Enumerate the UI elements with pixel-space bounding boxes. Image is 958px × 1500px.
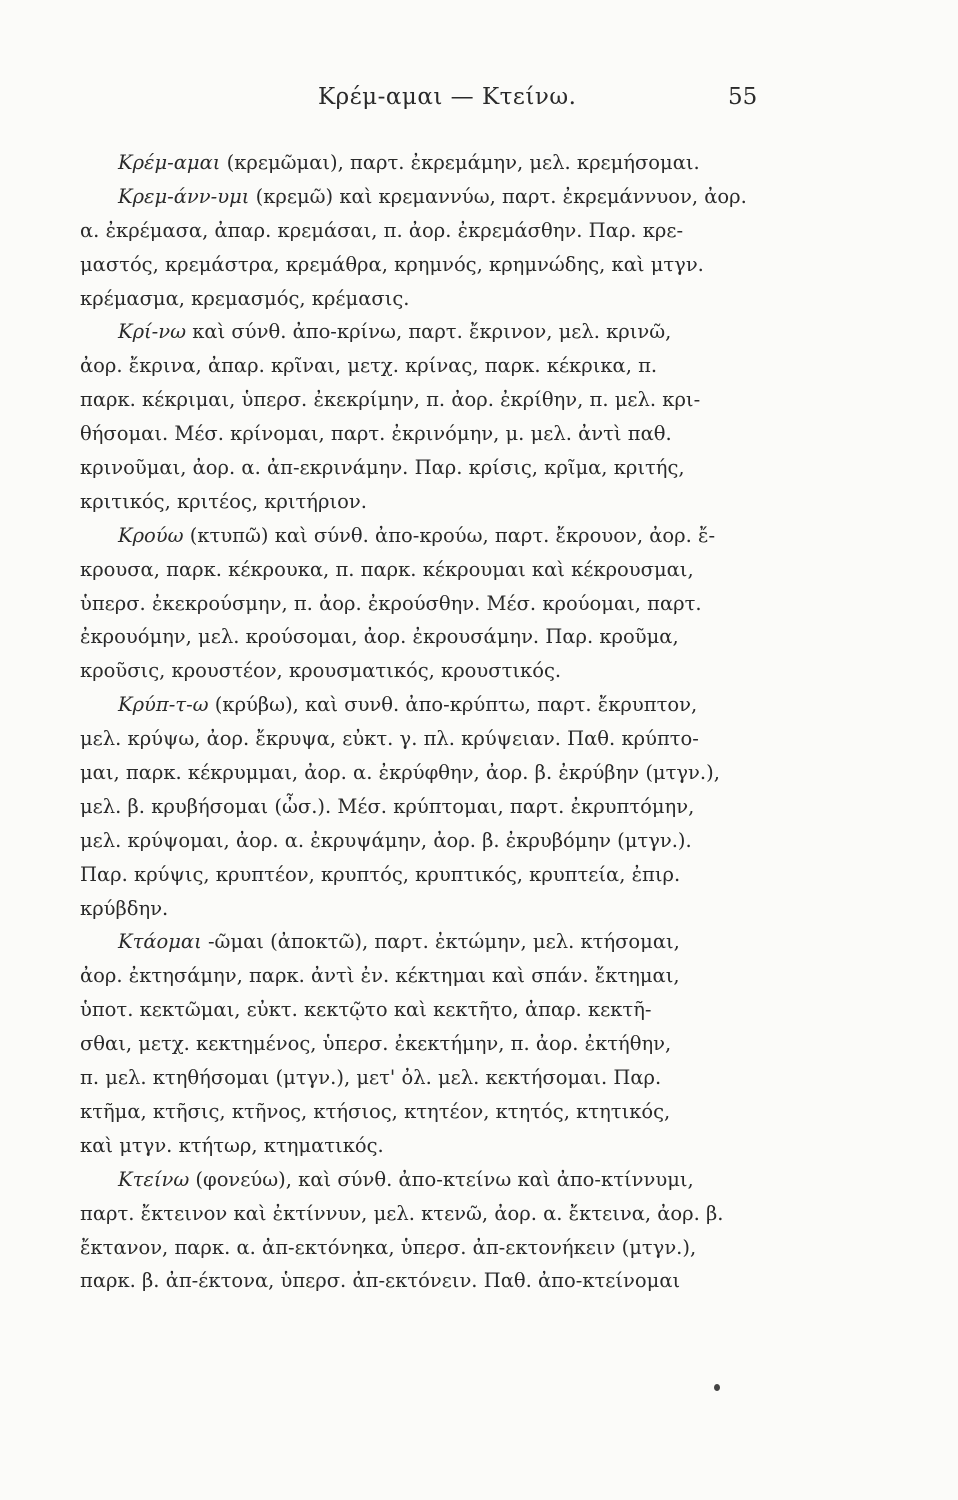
entry-headword: Κρέμ-αμαι [118, 151, 221, 174]
line-text: ὑπερσ. ἐκεκρούσμην, π. ἀορ. ἐκρούσθην. Μέσ. κρούομαι, παρτ. [80, 591, 702, 615]
text-line [80, 146, 765, 180]
line-text: παρκ. β. ἀπ-έκτονα, ὑπερσ. ἀπ-εκτόνειν. Παθ. ἀπο-κτείνομαι [80, 1269, 681, 1293]
text-line [80, 620, 765, 654]
text-line [80, 824, 765, 858]
text-line [80, 1163, 765, 1197]
line-text: κρινοῦμαι, ἀορ. α. ἀπ-εκρινάμην. Παρ. κρίσις, κρῖμα, κριτής, [80, 456, 685, 480]
text-line [80, 417, 765, 451]
page-header [0, 84, 958, 124]
line-text: ἐκρουόμην, μελ. κρούσομαι, ἀορ. ἐκρουσάμην. Παρ. κροῦμα, [80, 625, 679, 649]
line-text: ὑποτ. κεκτῶμαι, εὐκτ. κεκτῷτο καὶ κεκτῆτο, ἀπαρ. κεκτῆ- [80, 998, 652, 1022]
line-text: κρύβδην. [80, 896, 169, 920]
line-text: παρκ. κέκριμαι, ὑπερσ. ἐκεκρίμην, π. ἀορ. ἐκρίθην, π. μελ. κρι- [80, 388, 701, 412]
entry-headword: Κτάομαι [118, 930, 202, 954]
text-line [80, 248, 765, 282]
text-line [80, 756, 765, 790]
line-text: μελ. β. κρυβήσομαι (ὦσ.). Μέσ. κρύπτομαι, παρτ. ἐκρυπτόμην, [80, 794, 695, 818]
text-line [80, 959, 765, 993]
line-text: Παρ. κρύψις, κρυπτέον, κρυπτός, κρυπτικός, κρυπτεία, ἐπιρ. [80, 862, 681, 886]
text-line [80, 1061, 765, 1095]
text-line [80, 858, 765, 892]
text-line [80, 553, 765, 587]
line-text: μελ. κρύψω, ἀορ. ἔκρυψα, εὐκτ. γ. πλ. κρύψειαν. Παθ. κρύπτο- [80, 727, 699, 751]
line-text: μαι, παρκ. κέκρυμμαι, ἀορ. α. ἐκρύφθην, ἀορ. β. ἐκρύβην (μτγν.), [80, 761, 720, 785]
text-line [80, 383, 765, 417]
page-number: 55 [728, 84, 758, 110]
ink-mark [714, 1384, 720, 1391]
line-text: (κρεμῶμαι), παρτ. ἐκρεμάμην, μελ. κρεμήσομαι. [220, 151, 700, 174]
line-text: μελ. κρύψομαι, ἀορ. α. ἐκρυψάμην, ἀορ. β. ἐκρυβόμην (μτγν.). [80, 828, 692, 852]
text-line [80, 587, 765, 621]
line-text: (φονεύω), καὶ σύνθ. ἀπο-κτείνω καὶ ἀπο-κτίννυμι, [189, 1167, 694, 1191]
text-line [80, 214, 765, 248]
line-text: α. ἐκρέμασα, ἀπαρ. κρεμάσαι, π. ἀορ. ἐκρεμάσθην. Παρ. κρε- [80, 218, 684, 242]
line-text: κρουσα, παρκ. κέκρουκα, π. παρκ. κέκρουμαι καὶ κέκρουσμαι, [80, 557, 694, 581]
text-line [80, 892, 765, 926]
line-text: (κρύβω), καὶ συνθ. ἀπο-κρύπτω, παρτ. ἔκρυπτον, [208, 693, 698, 717]
text-line [80, 1264, 765, 1298]
running-title: Κρέμ-αμαι — Κτείνω. [318, 84, 577, 110]
text-line [80, 925, 765, 959]
line-text: κρέμασμα, κρεμασμός, κρέμασις. [80, 286, 410, 310]
line-text: κτῆμα, κτῆσις, κτῆνος, κτήσιος, κτητέον, κτητός, κτητικός, [80, 1099, 671, 1123]
line-text: μαστός, κρεμάστρα, κρεμάθρα, κρημνός, κρημνώδης, καὶ μτγν. [80, 252, 704, 276]
entry-headword: Κρεμ-άνν-υμι [118, 184, 250, 208]
line-text: θήσομαι. Μέσ. κρίνομαι, παρτ. ἐκρινόμην, μ. μελ. ἀντὶ παθ. [80, 422, 672, 446]
line-text: κροῦσις, κρουστέον, κρουσματικός, κρουστικός. [80, 659, 562, 683]
line-text: καὶ μτγν. κτήτωρ, κτηματικός. [80, 1133, 384, 1157]
line-text: παρτ. ἔκτεινον καὶ ἐκτίννυν, μελ. κτενῶ, ἀορ. α. ἔκτεινα, ἀορ. β. [80, 1201, 724, 1225]
line-text: ἀορ. ἔκρινα, ἀπαρ. κρῖναι, μετχ. κρίνας, παρκ. κέκρικα, π. [80, 354, 658, 378]
line-text: (κτυπῶ) καὶ σύνθ. ἀπο-κρούω, παρτ. ἔκρουον, ἀορ. ἔ- [183, 523, 716, 547]
text-line [80, 1129, 765, 1163]
text-line [80, 315, 765, 349]
line-text: σθαι, μετχ. κεκτημένος, ὑπερσ. ἐκεκτήμην, π. ἀορ. ἐκτήθην, [80, 1032, 672, 1056]
text-line [80, 451, 765, 485]
text-line [80, 485, 765, 519]
line-text: ἀορ. ἐκτησάμην, παρκ. ἀντὶ ἐν. κέκτημαι καὶ σπάν. ἔκτημαι, [80, 964, 680, 988]
text-line [80, 349, 765, 383]
page-body [80, 146, 765, 1298]
text-line [80, 1231, 765, 1265]
entry-headword: Κρούω [118, 523, 184, 547]
entry-headword: Κρύπ-τ-ω [118, 693, 209, 717]
entry-headword: Κρί-νω [118, 320, 187, 344]
text-line [80, 180, 765, 214]
line-text: -ῶμαι (ἀποκτῶ), παρτ. ἐκτώμην, μελ. κτήσομαι, [201, 930, 680, 954]
line-text: (κρεμῶ) καὶ κρεμαννύω, παρτ. ἐκρεμάννυον, ἀορ. [249, 184, 747, 208]
text-line [80, 993, 765, 1027]
line-text: κριτικός, κριτέος, κριτήριον. [80, 489, 367, 513]
text-line [80, 790, 765, 824]
text-line [80, 1197, 765, 1231]
line-text: ἔκτανον, παρκ. α. ἀπ-εκτόνηκα, ὑπερσ. ἀπ-εκτονήκειν (μτγν.), [80, 1235, 697, 1259]
text-line [80, 688, 765, 722]
text-line [80, 1027, 765, 1061]
text-line [80, 654, 765, 688]
text-line [80, 519, 765, 553]
line-text: καὶ σύνθ. ἀπο-κρίνω, παρτ. ἔκρινον, μελ. κρινῶ, [186, 320, 672, 344]
text-line [80, 1095, 765, 1129]
text-line [80, 722, 765, 756]
line-text: π. μελ. κτηθήσομαι (μτγν.), μετ' ὀλ. μελ. κεκτήσομαι. Παρ. [80, 1066, 662, 1090]
entry-headword: Κτείνω [118, 1167, 190, 1191]
text-line [80, 282, 765, 316]
